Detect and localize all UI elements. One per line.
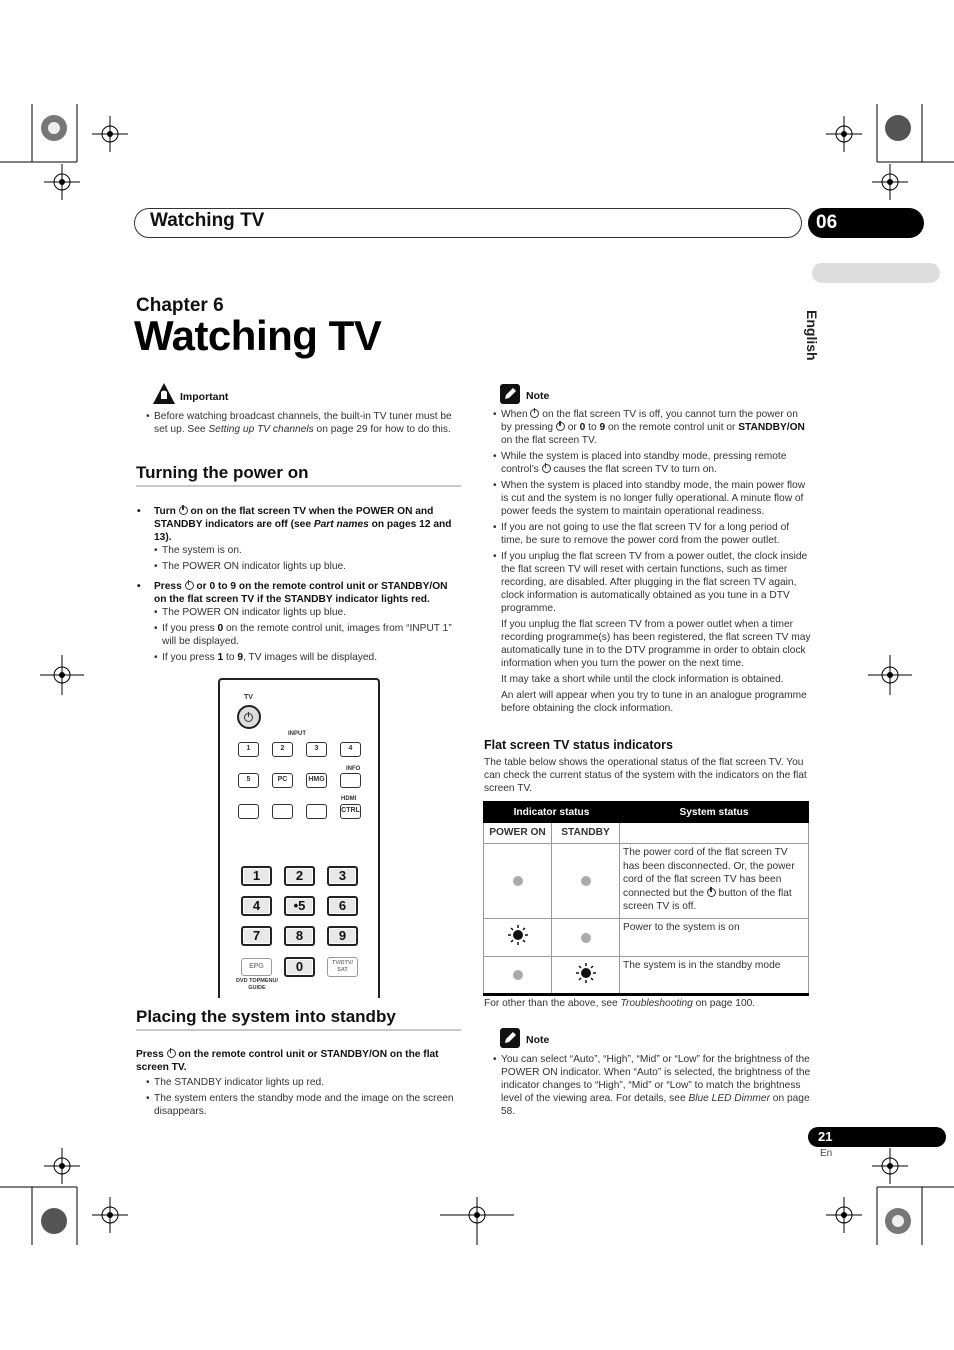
chapter-label: Chapter 6 [136,295,224,316]
table-row: The system is in the standby mode [484,957,809,995]
remote-input-3: 3 [306,742,327,757]
indicator-off-icon [513,876,523,886]
remote-tvdtv-button: TV/DTV/ SAT [327,957,358,977]
remote-power-button [237,705,261,729]
note2-text: • You can select “Auto”, “High”, “Mid” or “Low” for the brightness of the POWER ON indicator. When “Auto” is selected, the brightness of the indicator changes to “High”, “Mid” or “Low” to match the brightness level of the viewing area. For details, see Blue LED Dimmer on page 58. [493,1053,811,1118]
remote-hdmi-label: HDMI [341,796,357,802]
status-table [483,801,809,996]
remote-info-label: INFO [346,766,361,772]
power-icon [185,581,194,590]
subcol-power-on: POWER ON [484,823,552,844]
remote-num-4: 4 [241,896,272,916]
note-label: Note [526,390,550,402]
remote-freeze-button [272,804,293,819]
remote-num-9: 9 [327,926,358,946]
remote-dvd-label: DVD TOPMENU/ GUIDE [235,978,279,991]
col-system-status: System status [620,802,809,823]
standby-steps: Press on the remote control unit or STANDBY/ON on the flat screen TV. • The STANDBY indicator lights up red. • The system enters the standby mode and the image on the screen disappears. [136,1048,462,1118]
power-icon [556,422,565,431]
page-number: 21 [808,1127,946,1147]
important-label: Important [180,391,229,403]
indicator-off-icon [581,933,591,943]
col-indicator-status: Indicator status [484,802,620,823]
remote-input-4: 4 [340,742,361,757]
remote-num-0: 0 [284,957,315,977]
header-section-title: Watching TV [150,210,265,231]
remote-input-5: 5 [238,773,259,788]
indicator-off-icon [513,970,523,980]
power-icon [707,888,716,897]
note-icon [500,384,520,404]
indicator-off-icon [581,876,591,886]
table-row: The power cord of the flat screen TV has been disconnected. Or, the power cord of the flat screen TV has been connected but the button of the flat screen TV is off. [484,844,809,919]
remote-hmg-button: HMG [306,773,327,788]
power-icon [167,1049,176,1058]
remote-input-label: INPUT [288,731,306,737]
remote-control-illustration [218,678,380,998]
status-intro: The table below shows the operational status of the flat screen TV. You can check the current status of the system with the indicators on the flat screen TV. [484,757,807,794]
power-icon [542,464,551,473]
remote-num-3: 3 [327,866,358,886]
remote-input-2: 2 [272,742,293,757]
indicator-lit-icon [508,925,528,945]
remote-screen-button [238,804,259,819]
heading-rule [136,485,461,487]
power-icon [244,713,253,722]
table-row: Power to the system is on [484,919,809,957]
remote-ctrl-button: CTRL [340,804,361,819]
important-icon [152,382,176,406]
note-label: Note [526,1034,550,1046]
language-tab [812,263,940,283]
remote-epg-button: EPG [241,958,272,976]
page-title: Watching TV [134,312,382,359]
remote-info-button [340,773,361,788]
heading-rule [136,1029,461,1031]
remote-num-1: 1 [241,866,272,886]
note-list: • When on the flat screen TV is off, you cannot turn the power on by pressing or 0 to 9 on the remote control unit or STANDBY/ON on the flat screen TV. • While the system is placed into standby mode, pressing remote control’s causes the flat screen TV to turn on. • When the system is placed into standby mode, the main power flow is cut and the system is no longer fully operational. A minute flow of power feeds the system to maintain operational readiness. • If you are not going to use the flat screen TV for a long period of time, be sure to remove the power cord from the power outlet. • If you unplug the flat screen TV from a power outlet, the clock inside the flat screen TV will reset with certain functions, such as timer recording, are disabled. After plugging in the flat screen TV again, clock information is automatically obtained as you tune in a DTV programme. If you unplug the flat screen TV from a power outlet when a timer recording programme(s) has been registered, the flat screen TV may automatically tune in to the DTV programme in order to obtain clock information when you turn the power on the next time. It may take a short while until the clock information is obtained. An alert will appear when you try to tune in an analogue programme before obtaining the clock information. [493,408,811,715]
indicator-lit-icon [576,963,596,983]
subcol-standby: STANDBY [552,823,620,844]
header-chapter-number: 06 [808,208,924,238]
power-icon [179,506,188,515]
heading-standby: Placing the system into standby [136,1007,396,1026]
remote-num-5: •5 [284,896,315,916]
status-footnote: For other than the above, see Troubleshooting on page 100. [484,998,756,1009]
status-heading: Flat screen TV status indicators [484,738,673,752]
remote-pc-button: PC [272,773,293,788]
remote-pip-button [306,804,327,819]
language-label: English [804,310,820,361]
power-on-steps: • Turn on on the flat screen TV when the POWER ON and STANDBY indicators are off (see Part names on pages 12 and 13). • The system is on. • The POWER ON indicator lights up blue. • Press or 0 to 9 on the remote control unit or STANDBY/ON on the flat screen TV if the STANDBY indicator lights red. • The POWER ON indicator lights up blue. • If you press 0 on the remote control unit, images from “INPUT 1” will be displayed. • If you press 1 to 9, TV images will be displayed. [136,505,462,664]
remote-tv-label: TV [244,694,253,701]
note-icon [500,1028,520,1048]
remote-num-7: 7 [241,926,272,946]
footer-lang: En [820,1148,833,1159]
important-text: • Before watching broadcast channels, the built-in TV tuner must be set up. See Setting up TV channels on page 29 for how to do this. [146,410,462,436]
heading-turning-power-on: Turning the power on [136,463,309,482]
remote-input-1: 1 [238,742,259,757]
subcol-empty [620,823,809,844]
remote-num-6: 6 [327,896,358,916]
remote-num-2: 2 [284,866,315,886]
remote-num-8: 8 [284,926,315,946]
